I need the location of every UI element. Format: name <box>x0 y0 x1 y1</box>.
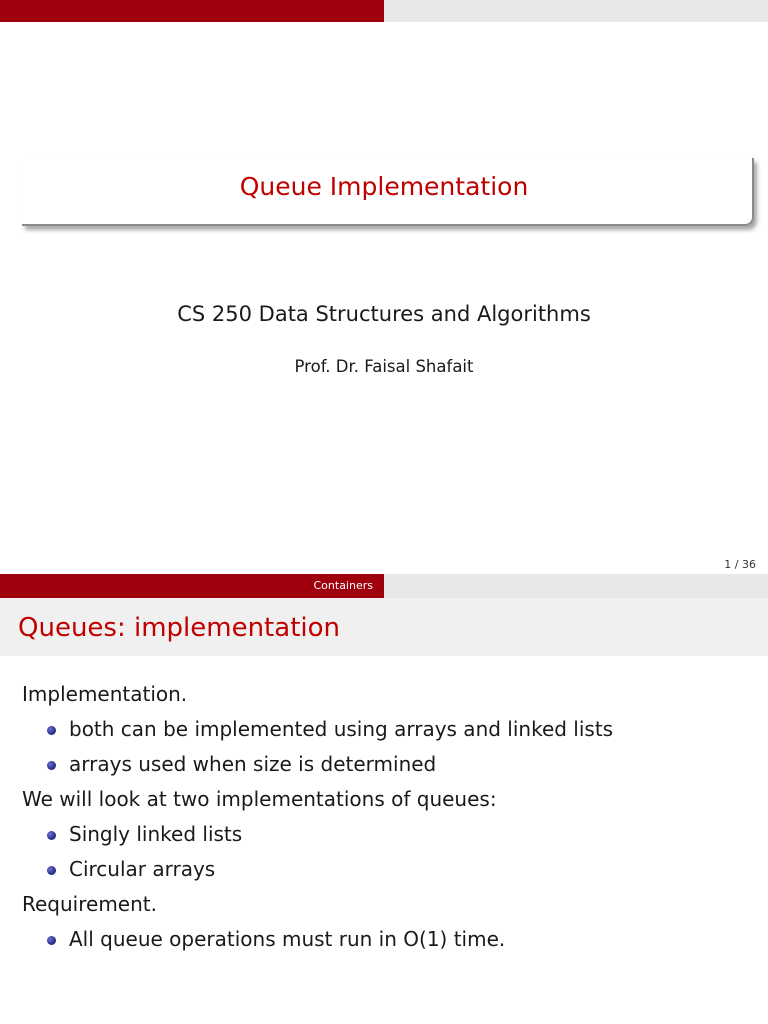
presentation-author: Prof. Dr. Faisal Shafait <box>294 357 474 376</box>
bullet-icon <box>47 761 56 770</box>
list-item: arrays used when size is determined <box>69 752 437 776</box>
list-item: We will look at two implementations of queues: <box>22 787 497 811</box>
list-item: Requirement. <box>22 892 157 916</box>
section-bar-gray-segment <box>384 574 768 598</box>
list-item: Singly linked lists <box>69 822 243 846</box>
list-item: Implementation. <box>22 682 188 706</box>
top-color-bar <box>0 0 768 22</box>
presentation-title: Queue Implementation <box>239 172 529 201</box>
list-item: All queue operations must run in O(1) time. <box>69 927 506 951</box>
section-bar-red-segment <box>0 574 384 598</box>
list-item: both can be implemented using arrays and linked lists <box>69 717 614 741</box>
bullet-icon <box>47 831 56 840</box>
bullet-icon <box>47 726 56 735</box>
bullet-icon <box>47 936 56 945</box>
frame-title: Queues: implementation <box>18 613 340 643</box>
top-bar-red-segment <box>0 0 384 22</box>
presentation-subtitle: CS 250 Data Structures and Algorithms <box>177 302 591 326</box>
section-name: Containers <box>313 579 373 592</box>
section-header-bar <box>0 574 768 598</box>
page-number: 1 / 36 <box>724 558 756 571</box>
content-slide <box>0 574 768 1024</box>
list-item: Circular arrays <box>69 857 216 881</box>
bullet-icon <box>47 866 56 875</box>
top-bar-gray-segment <box>384 0 768 22</box>
